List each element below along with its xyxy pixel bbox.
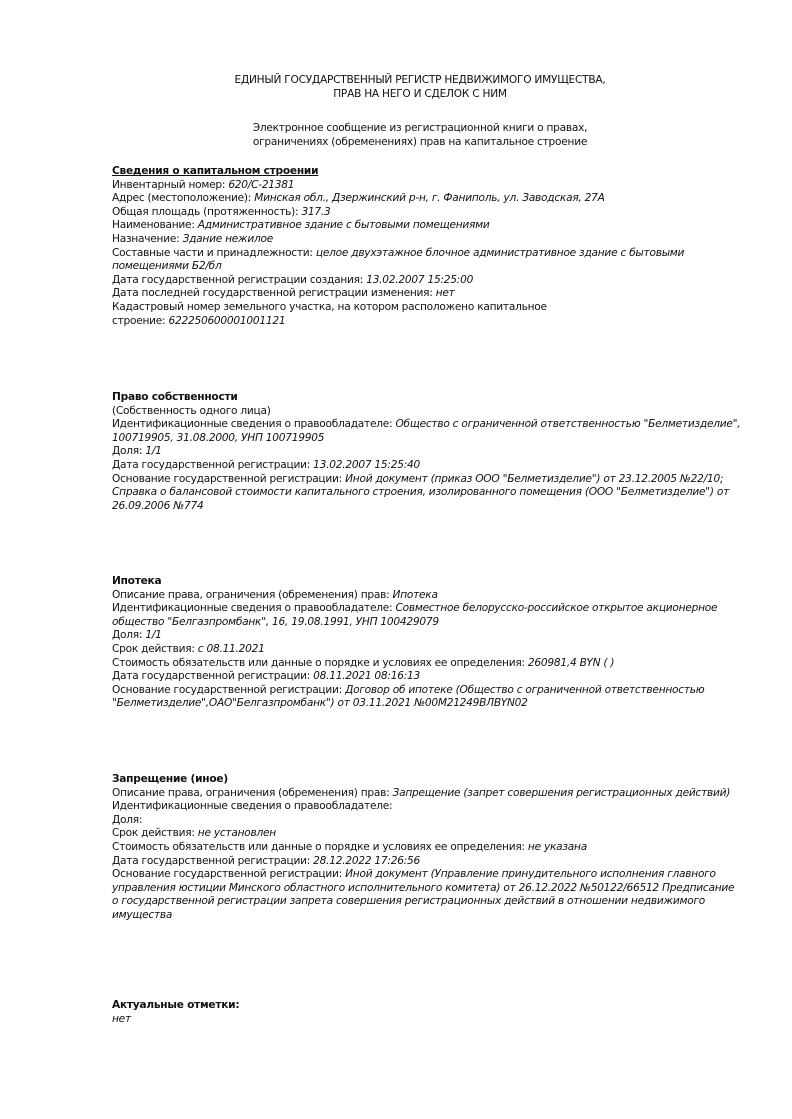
mortgage-cost-label: Стоимость обязательств или данные о порядке и условиях ее определения: bbox=[112, 656, 528, 669]
mortgage-desc-value: Ипотека bbox=[392, 588, 438, 601]
name-label: Наименование: bbox=[112, 219, 198, 232]
prohibition-holder-row bbox=[112, 800, 742, 814]
ownership-reg-date-label: Дата государственной регистрации: bbox=[112, 458, 314, 471]
created-label: Дата государственной регистрации создания: bbox=[112, 273, 367, 286]
mortgage-desc-row bbox=[112, 589, 742, 603]
document-title bbox=[100, 74, 740, 101]
address-value: Минская обл., Дзержинский р-н, г. Фаниполь, ул. Заводская, 27А bbox=[254, 192, 605, 205]
building-section bbox=[112, 165, 742, 328]
inventory-label: Инвентарный номер: bbox=[112, 178, 229, 191]
cadastral-label-line-2: строение: bbox=[112, 314, 169, 327]
mortgage-desc-label: Описание права, ограничения (обременения) прав: bbox=[112, 588, 393, 601]
mortgage-holder-value: Совместное белорусско-российское открытое акционерное общество "Белгазпромбанк", 16, 19.08.1991, УНП 100429079 bbox=[112, 602, 718, 628]
prohibition-cost-label: Стоимость обязательств или данные о порядке и условиях ее определения: bbox=[112, 840, 528, 853]
ownership-basis-value: Иной документ (приказ ООО "Белметизделие") от 23.12.2005 №22/10; Справка о балансовой стоимости капитального строения, изолированного помещения (ООО "Белметизделие") от 26.09.2006 №774 bbox=[112, 472, 730, 512]
building-heading: Сведения о капитальном строении bbox=[112, 165, 319, 177]
last-change-label: Дата последней государственной регистрации изменения: bbox=[112, 287, 436, 300]
mortgage-holder-row bbox=[112, 602, 742, 629]
area-value: 317.3 bbox=[301, 205, 331, 218]
marks-heading: Актуальные отметки: bbox=[112, 999, 240, 1011]
mortgage-basis-value: Договор об ипотеке (Общество с ограниченной ответственностью "Белметизделие",ОАО"Белгазпромбанк") от 03.11.2021 №00M21249BЛBYN02 bbox=[112, 683, 705, 710]
prohibition-reg-date-value: 28.12.2022 17:26:56 bbox=[313, 854, 421, 867]
created-value: 13.02.2007 15:25:00 bbox=[366, 273, 474, 286]
ownership-holder-label: Идентификационные сведения о правообладателе: bbox=[112, 418, 396, 431]
prohibition-cost-row bbox=[112, 841, 742, 855]
ownership-section bbox=[112, 391, 742, 513]
marks-value: нет bbox=[112, 1012, 131, 1025]
ownership-reg-date-value: 13.02.2007 15:25:40 bbox=[313, 458, 421, 471]
prohibition-basis-row bbox=[112, 868, 742, 922]
prohibition-section bbox=[112, 773, 742, 923]
mortgage-reg-date-row bbox=[112, 670, 742, 684]
prohibition-desc-value: Запрещение (запрет совершения регистрационных действий) bbox=[392, 786, 731, 799]
mortgage-reg-date-value: 08.11.2021 08:16:13 bbox=[313, 670, 421, 683]
parts-row bbox=[112, 247, 742, 274]
marks-section bbox=[112, 999, 742, 1026]
inventory-row bbox=[112, 179, 742, 193]
document-subtitle bbox=[100, 122, 740, 149]
prohibition-desc-row bbox=[112, 787, 742, 801]
last-change-value: нет bbox=[435, 287, 455, 300]
prohibition-reg-date-row bbox=[112, 855, 742, 869]
mortgage-term-value: с 08.11.2021 bbox=[197, 642, 265, 655]
ownership-type: (Собственность одного лица) bbox=[112, 404, 271, 417]
parts-label: Составные части и принадлежности: bbox=[112, 246, 316, 259]
prohibition-share-label: Доля: bbox=[112, 813, 143, 826]
purpose-row bbox=[112, 233, 742, 247]
title-line-1: ЕДИНЫЙ ГОСУДАРСТВЕННЫЙ РЕГИСТР НЕДВИЖИМОГО ИМУЩЕСТВА, bbox=[234, 74, 606, 86]
ownership-share-row bbox=[112, 445, 742, 459]
prohibition-reg-date-label: Дата государственной регистрации: bbox=[112, 854, 314, 867]
ownership-basis-row bbox=[112, 473, 742, 514]
ownership-holder-row bbox=[112, 418, 742, 445]
mortgage-basis-label: Основание государственной регистрации: bbox=[112, 683, 346, 696]
cadastral-row bbox=[112, 301, 742, 328]
purpose-label: Назначение: bbox=[112, 232, 183, 245]
prohibition-term-row bbox=[112, 827, 742, 841]
mortgage-term-row bbox=[112, 643, 742, 657]
mortgage-holder-label: Идентификационные сведения о правообладателе: bbox=[112, 602, 396, 615]
prohibition-holder-label: Идентификационные сведения о правообладателе: bbox=[112, 800, 393, 813]
address-label: Адрес (местоположение): bbox=[112, 192, 255, 205]
ownership-holder-value: Общество с ограниченной ответственностью "Белметизделие", 100719905, 31.08.2000, УНП 100719905 bbox=[112, 418, 741, 444]
mortgage-share-label: Доля: bbox=[112, 629, 146, 642]
name-value: Административное здание с бытовыми помещениями bbox=[197, 219, 490, 232]
prohibition-term-label: Срок действия: bbox=[112, 827, 198, 840]
created-row bbox=[112, 274, 742, 288]
subtitle-line-2: ограничениях (обременениях) прав на капитальное строение bbox=[252, 135, 588, 148]
mortgage-cost-value: 260981,4 BYN ( ) bbox=[527, 656, 615, 669]
mortgage-term-label: Срок действия: bbox=[112, 642, 198, 655]
prohibition-desc-label: Описание права, ограничения (обременения) прав: bbox=[112, 786, 393, 799]
prohibition-term-value: не установлен bbox=[197, 827, 276, 840]
mortgage-heading: Ипотека bbox=[112, 575, 162, 587]
prohibition-cost-value: не указана bbox=[527, 840, 587, 853]
mortgage-reg-date-label: Дата государственной регистрации: bbox=[112, 670, 314, 683]
last-change-row bbox=[112, 287, 742, 301]
area-row bbox=[112, 206, 742, 220]
mortgage-share-value: 1/1 bbox=[145, 629, 162, 642]
mortgage-share-row bbox=[112, 629, 742, 643]
inventory-value: 620/C-21381 bbox=[228, 178, 295, 191]
ownership-heading: Право собственности bbox=[112, 391, 238, 403]
parts-value: целое двухэтажное блочное административное здание с бытовыми помещениями Б2/бл bbox=[112, 246, 685, 273]
ownership-share-label: Доля: bbox=[112, 445, 146, 458]
mortgage-basis-row bbox=[112, 684, 742, 711]
ownership-reg-date-row bbox=[112, 459, 742, 473]
ownership-share-value: 1/1 bbox=[145, 445, 162, 458]
area-label: Общая площадь (протяженность): bbox=[112, 205, 302, 218]
prohibition-share-row bbox=[112, 814, 742, 828]
title-line-2: ПРАВ НА НЕГО И СДЕЛОК С НИМ bbox=[333, 87, 507, 100]
cadastral-label-line-1: Кадастровый номер земельного участка, на котором расположено капитальное bbox=[112, 300, 547, 313]
mortgage-cost-row bbox=[112, 657, 742, 671]
cadastral-value: 622250600001001121 bbox=[168, 314, 286, 327]
name-row bbox=[112, 219, 742, 233]
prohibition-basis-value: Иной документ (Управление принудительного исполнения главного управления юстиции Минского областного исполнительного комитета) от 26.12.2022 №50122/66512 Предписание о государственной регистрации запрета совершения регистрационных действий в отношении недвижимого имущества bbox=[112, 868, 735, 921]
prohibition-heading: Запрещение (иное) bbox=[112, 773, 228, 785]
prohibition-basis-label: Основание государственной регистрации: bbox=[112, 868, 346, 881]
address-row bbox=[112, 192, 742, 206]
subtitle-line-1: Электронное сообщение из регистрационной книги о правах, bbox=[252, 122, 588, 134]
ownership-basis-label: Основание государственной регистрации: bbox=[112, 472, 346, 485]
purpose-value: Здание нежилое bbox=[182, 232, 274, 245]
mortgage-section bbox=[112, 575, 742, 711]
